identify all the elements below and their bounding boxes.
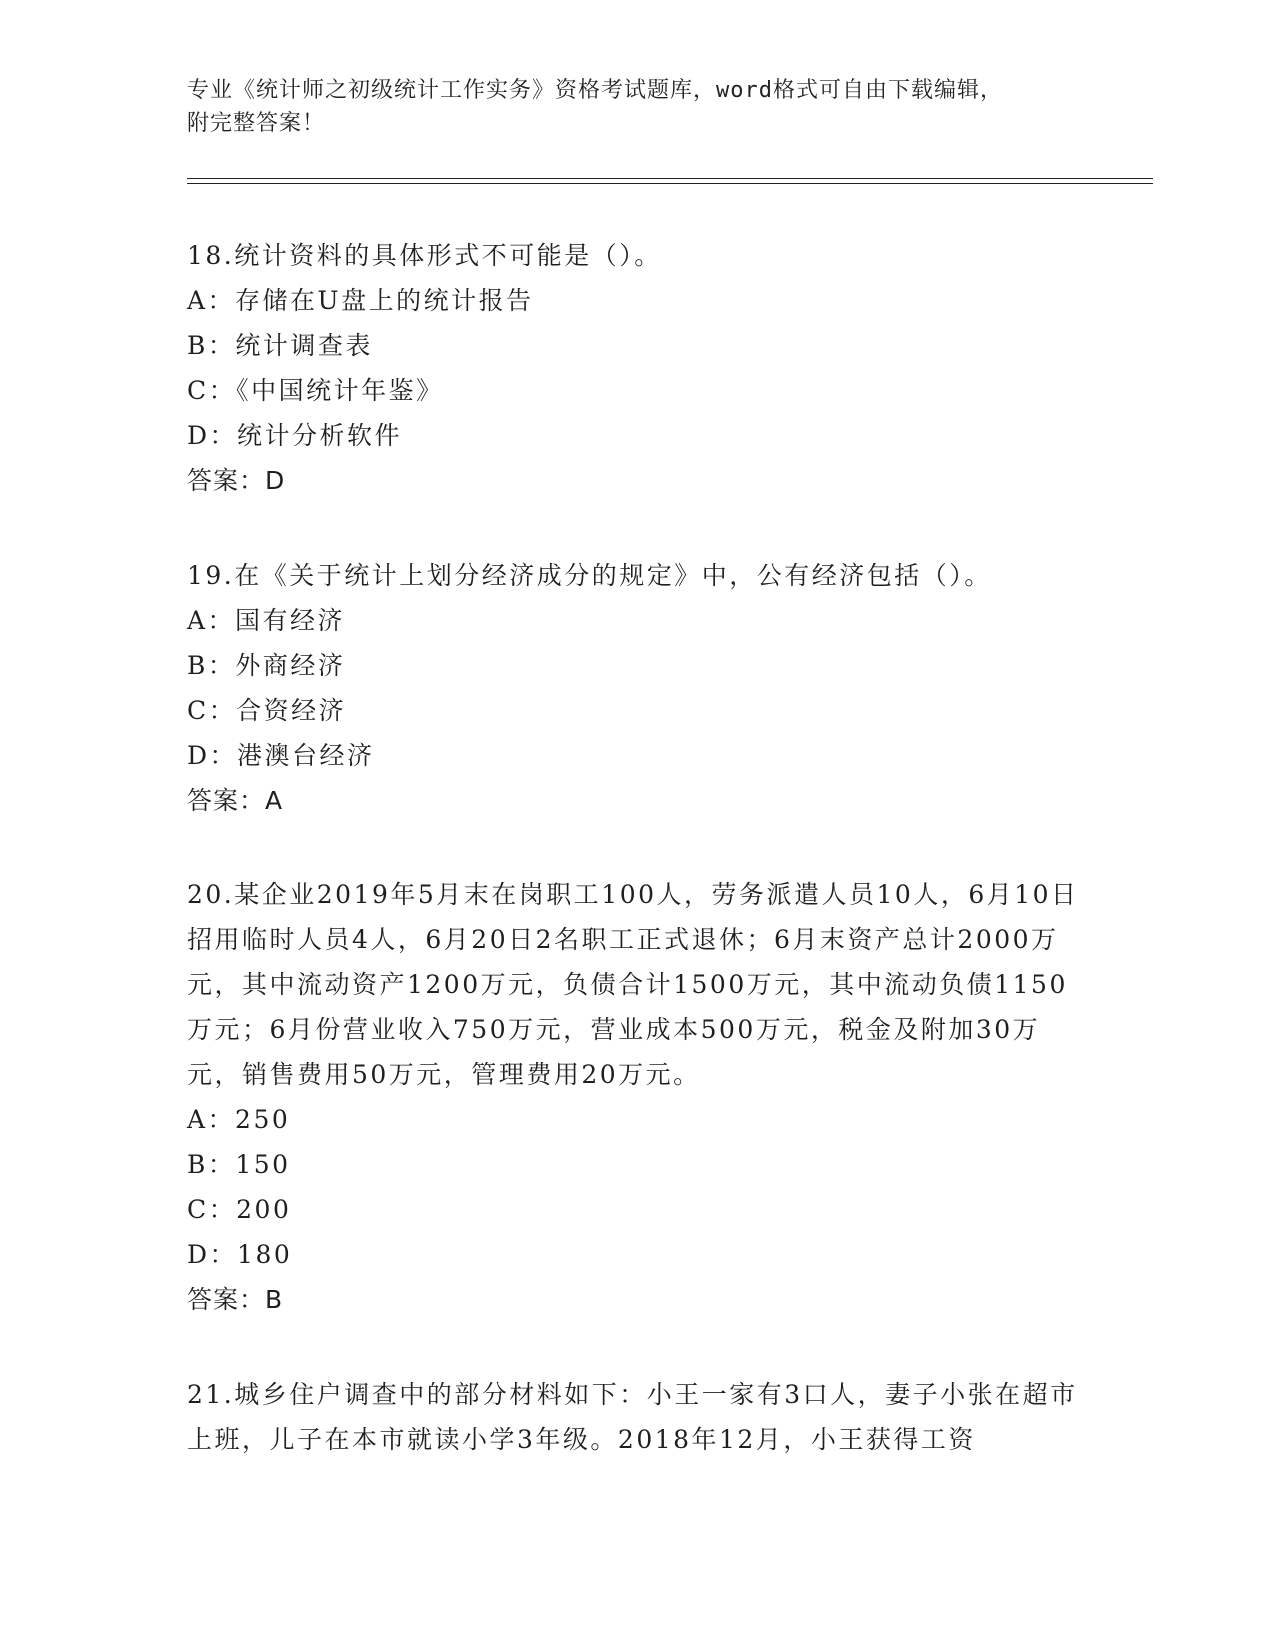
option-b: B：统计调查表 [187,331,373,360]
header-line-1: 专业《统计师之初级统计工作实务》资格考试题库，word格式可自由下载编辑， [187,78,1003,103]
header-divider-bottom [187,183,1153,184]
header-divider-top [187,178,1153,179]
option-d: D：统计分析软件 [187,421,403,450]
question-19 [187,553,1087,823]
question-stem: 19.在《关于统计上划分经济成分的规定》中，公有经济包括（）。 [187,561,992,590]
option-b: B：150 [187,1150,291,1179]
document-header [187,74,1087,140]
option-c: C：《中国统计年鉴》 [187,376,444,405]
question-stem: 20.某企业2019年5月末在岗职工100人，劳务派遣人员10人，6月10日招用临时人员4人，6月20日2名职工正式退休；6月末资产总计2000万元，其中流动资产1200万元，负债合计1500万元，其中流动负债1150万元；6月份营业收入750万元，营业成本500万元，税金及附加30万元，销售费用50万元，管理费用20万元。 [187,880,1079,1089]
question-20 [187,872,1087,1322]
option-c: C：合资经济 [187,696,347,725]
option-a: A：国有经济 [187,606,346,635]
answer: 答案：B [187,1285,284,1314]
question-18 [187,233,1087,503]
option-a: A：250 [187,1105,291,1134]
answer: 答案：A [187,786,284,815]
option-a: A：存储在U盘上的统计报告 [187,286,534,315]
question-stem: 21.城乡住户调查中的部分材料如下：小王一家有3口人，妻子小张在超市上班，儿子在本市就读小学3年级。2018年12月，小王获得工资 [187,1380,1078,1454]
option-c: C：200 [187,1195,292,1224]
question-stem: 18.统计资料的具体形式不可能是（）。 [187,241,662,270]
option-d: D：180 [187,1240,293,1269]
option-d: D：港澳台经济 [187,741,375,770]
option-b: B：外商经济 [187,651,346,680]
question-21 [187,1372,1087,1462]
header-line-2: 附完整答案！ [187,111,326,136]
answer: 答案：D [187,466,286,495]
